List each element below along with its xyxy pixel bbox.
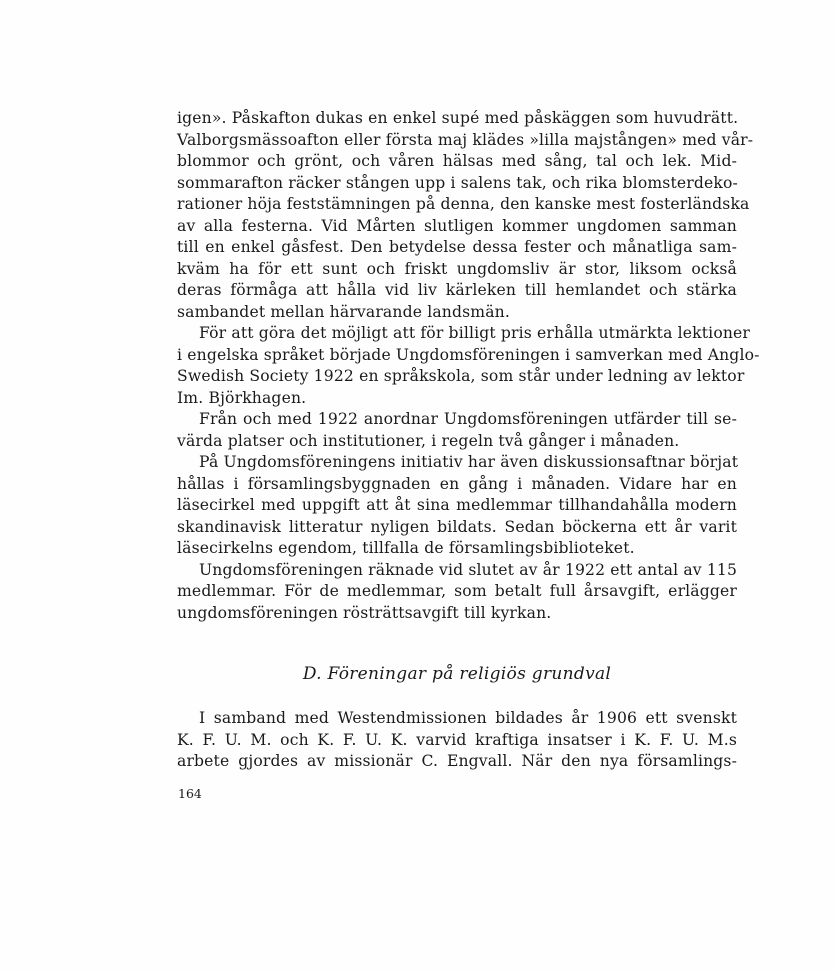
text-line: Im. Björkhagen. <box>177 388 307 407</box>
text-line: Ungdomsföreningen räknade vid slutet av år 1922 ett antal av 115 <box>199 560 738 579</box>
page-number: 164 <box>178 786 202 801</box>
text-line: rationer höja feststämningen på denna, den kanske mest fosterländska <box>177 195 750 213</box>
text-line: hållas i församlingsbyggnaden en gång i månaden. Vidare har en <box>177 474 737 493</box>
text-line: till en enkel gåsfest. Den betydelse dessa fester och månatliga sam- <box>177 238 737 256</box>
text-line: värda platser och institutioner, i regeln två gånger i månaden. <box>177 431 680 450</box>
text-line: ungdomsföreningen rösträttsavgift till kyrkan. <box>177 603 552 622</box>
text-line: kväm ha för ett sunt och friskt ungdomsliv är stor, liksom också <box>177 259 737 278</box>
body-text <box>177 108 760 624</box>
text-line: sommarafton räcker stången upp i salens tak, och rika blomsterdeko- <box>177 173 738 192</box>
text-line: K. F. U. M. och K. F. U. K. varvid kraftiga insatser i K. F. U. M.s <box>177 730 737 749</box>
text-line: av alla festerna. Vid Mårten slutligen kommer ungdomen samman <box>177 216 737 235</box>
text-line: På Ungdomsföreningens initiativ har även diskussionsaftnar börjat <box>199 453 739 471</box>
text-line: Swedish Society 1922 en språkskola, som står under ledning av lektor <box>177 367 745 385</box>
text-line: igen». Påskafton dukas en enkel supé med påskäggen som huvudrätt. <box>177 109 739 127</box>
text-line: skandinavisk litteratur nyligen bildats. Sedan böckerna ett år varit <box>177 517 737 536</box>
text-line: I samband med Westendmissionen bildades år 1906 ett svenskt <box>199 709 737 727</box>
text-line: Valborgsmässoafton eller första maj klädes »lilla majstången» med vår- <box>177 130 754 149</box>
section-text <box>177 708 737 773</box>
text-line: läsecirkel med uppgift att åt sina medlemmar tillhandahålla modern <box>177 496 737 514</box>
text-line: i engelska språket började Ungdomsföreningen i samverkan med Anglo- <box>177 345 760 364</box>
text-line: sambandet mellan härvarande landsmän. <box>177 302 510 321</box>
section-heading: D. Föreningar på religiös grundval <box>302 664 612 684</box>
text-line: blommor och grönt, och våren hälsas med sång, tal och lek. Mid- <box>177 152 737 170</box>
text-line: Från och med 1922 anordnar Ungdomsföreningen utfärder till se- <box>199 410 737 428</box>
text-line: För att göra det möjligt att för billigt pris erhålla utmärkta lektioner <box>199 324 751 342</box>
text-line: arbete gjordes av missionär C. Engvall. När den nya församlings- <box>177 752 737 770</box>
text-line: läsecirkelns egendom, tillfalla de församlingsbiblioteket. <box>177 539 635 557</box>
text-line: deras förmåga att hålla vid liv kärleken till hemlandet och stärka <box>177 281 737 299</box>
text-line: medlemmar. För de medlemmar, som betalt full årsavgift, erlägger <box>177 582 737 600</box>
